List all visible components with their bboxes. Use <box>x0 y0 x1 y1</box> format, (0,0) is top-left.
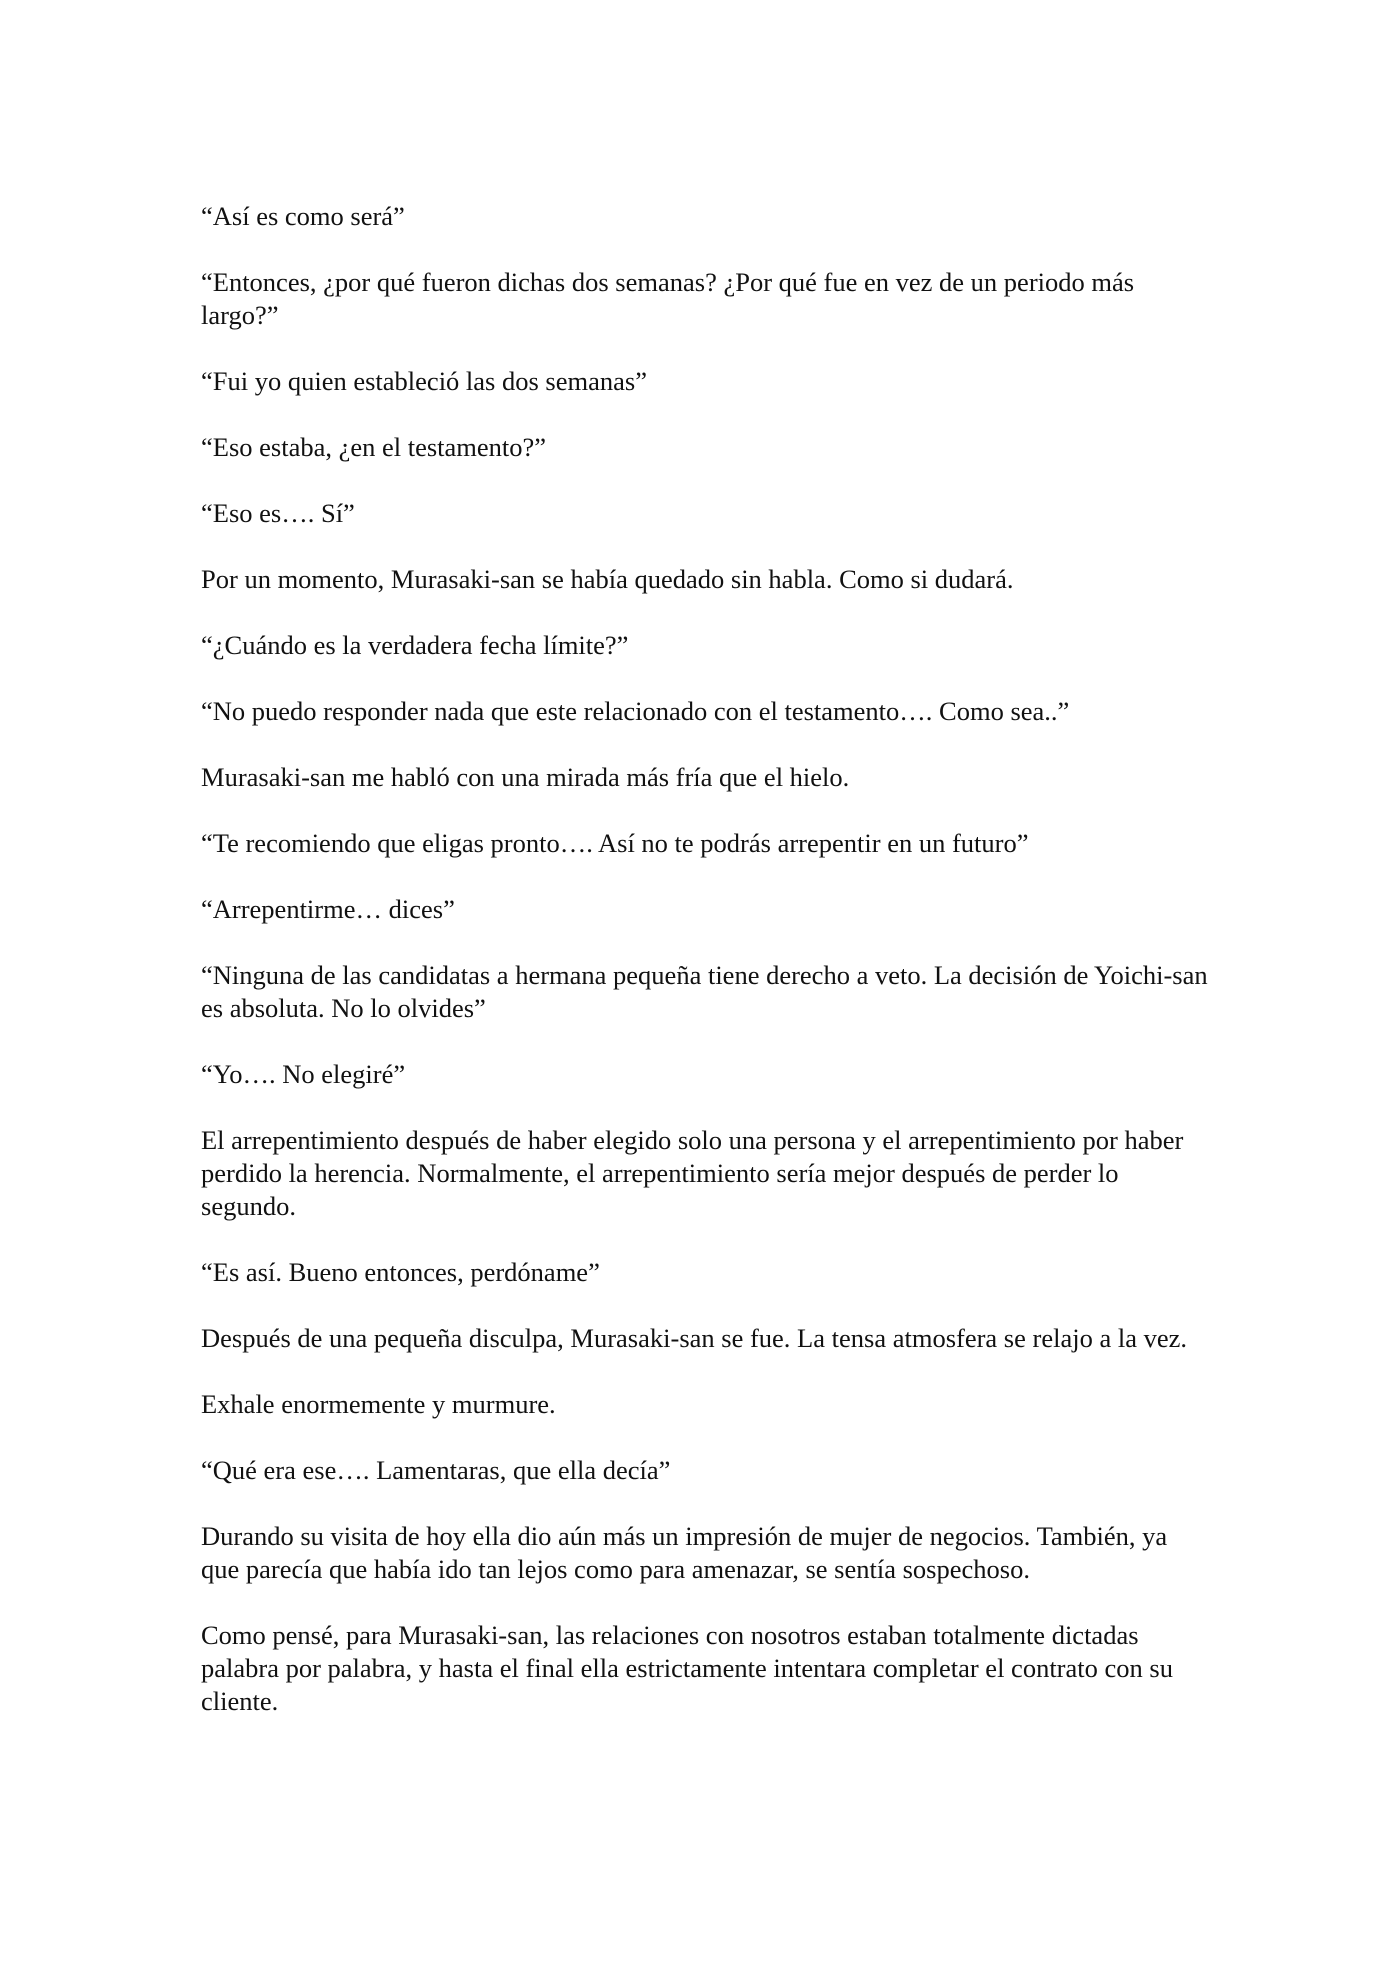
body-text <box>201 200 1211 1751</box>
paragraph-6: Por un momento, Murasaki-san se había quedado sin habla. Como si dudará. <box>201 564 1014 594</box>
paragraph-5: “Eso es…. Sí” <box>201 498 355 528</box>
paragraph-8: “No puedo responder nada que este relacionado con el testamento…. Como sea..” <box>201 696 1070 726</box>
paragraph-20: Como pensé, para Murasaki-san, las relaciones con nosotros estaban totalmente dictadas palabra por palabra, y hasta el final ella estrictamente intentara completar el contrato con su cliente. <box>201 1620 1173 1716</box>
paragraph-2: “Entonces, ¿por qué fueron dichas dos semanas? ¿Por qué fue en vez de un periodo más largo?” <box>201 267 1135 330</box>
paragraph-17: Exhale enormemente y murmure. <box>201 1389 556 1419</box>
paragraph-15: “Es así. Bueno entonces, perdóname” <box>201 1257 600 1287</box>
paragraph-11: “Arrepentirme… dices” <box>201 894 455 924</box>
paragraph-19: Durando su visita de hoy ella dio aún más un impresión de mujer de negocios. También, ya que parecía que había ido tan lejos como para amenazar, se sentía sospechoso. <box>201 1521 1168 1584</box>
paragraph-4: “Eso estaba, ¿en el testamento?” <box>201 432 547 462</box>
paragraph-3: “Fui yo quien estableció las dos semanas” <box>201 366 647 396</box>
paragraph-12: “Ninguna de las candidatas a hermana pequeña tiene derecho a veto. La decisión de Yoichi-san es absoluta. No lo olvides” <box>201 960 1208 1023</box>
paragraph-13: “Yo…. No elegiré” <box>201 1059 406 1089</box>
paragraph-18: “Qué era ese…. Lamentaras, que ella decía” <box>201 1455 671 1485</box>
paragraph-16: Después de una pequeña disculpa, Murasaki-san se fue. La tensa atmosfera se relajo a la vez. <box>201 1323 1187 1353</box>
paragraph-1: “Así es como será” <box>201 201 405 231</box>
paragraph-9: Murasaki-san me habló con una mirada más fría que el hielo. <box>201 762 850 792</box>
paragraph-7: “¿Cuándo es la verdadera fecha límite?” <box>201 630 629 660</box>
paragraph-14: El arrepentimiento después de haber elegido solo una persona y el arrepentimiento por haber perdido la herencia. Normalmente, el arrepentimiento sería mejor después de perder lo segundo. <box>201 1125 1184 1221</box>
paragraph-10: “Te recomiendo que eligas pronto…. Así no te podrás arrepentir en un futuro” <box>201 828 1029 858</box>
